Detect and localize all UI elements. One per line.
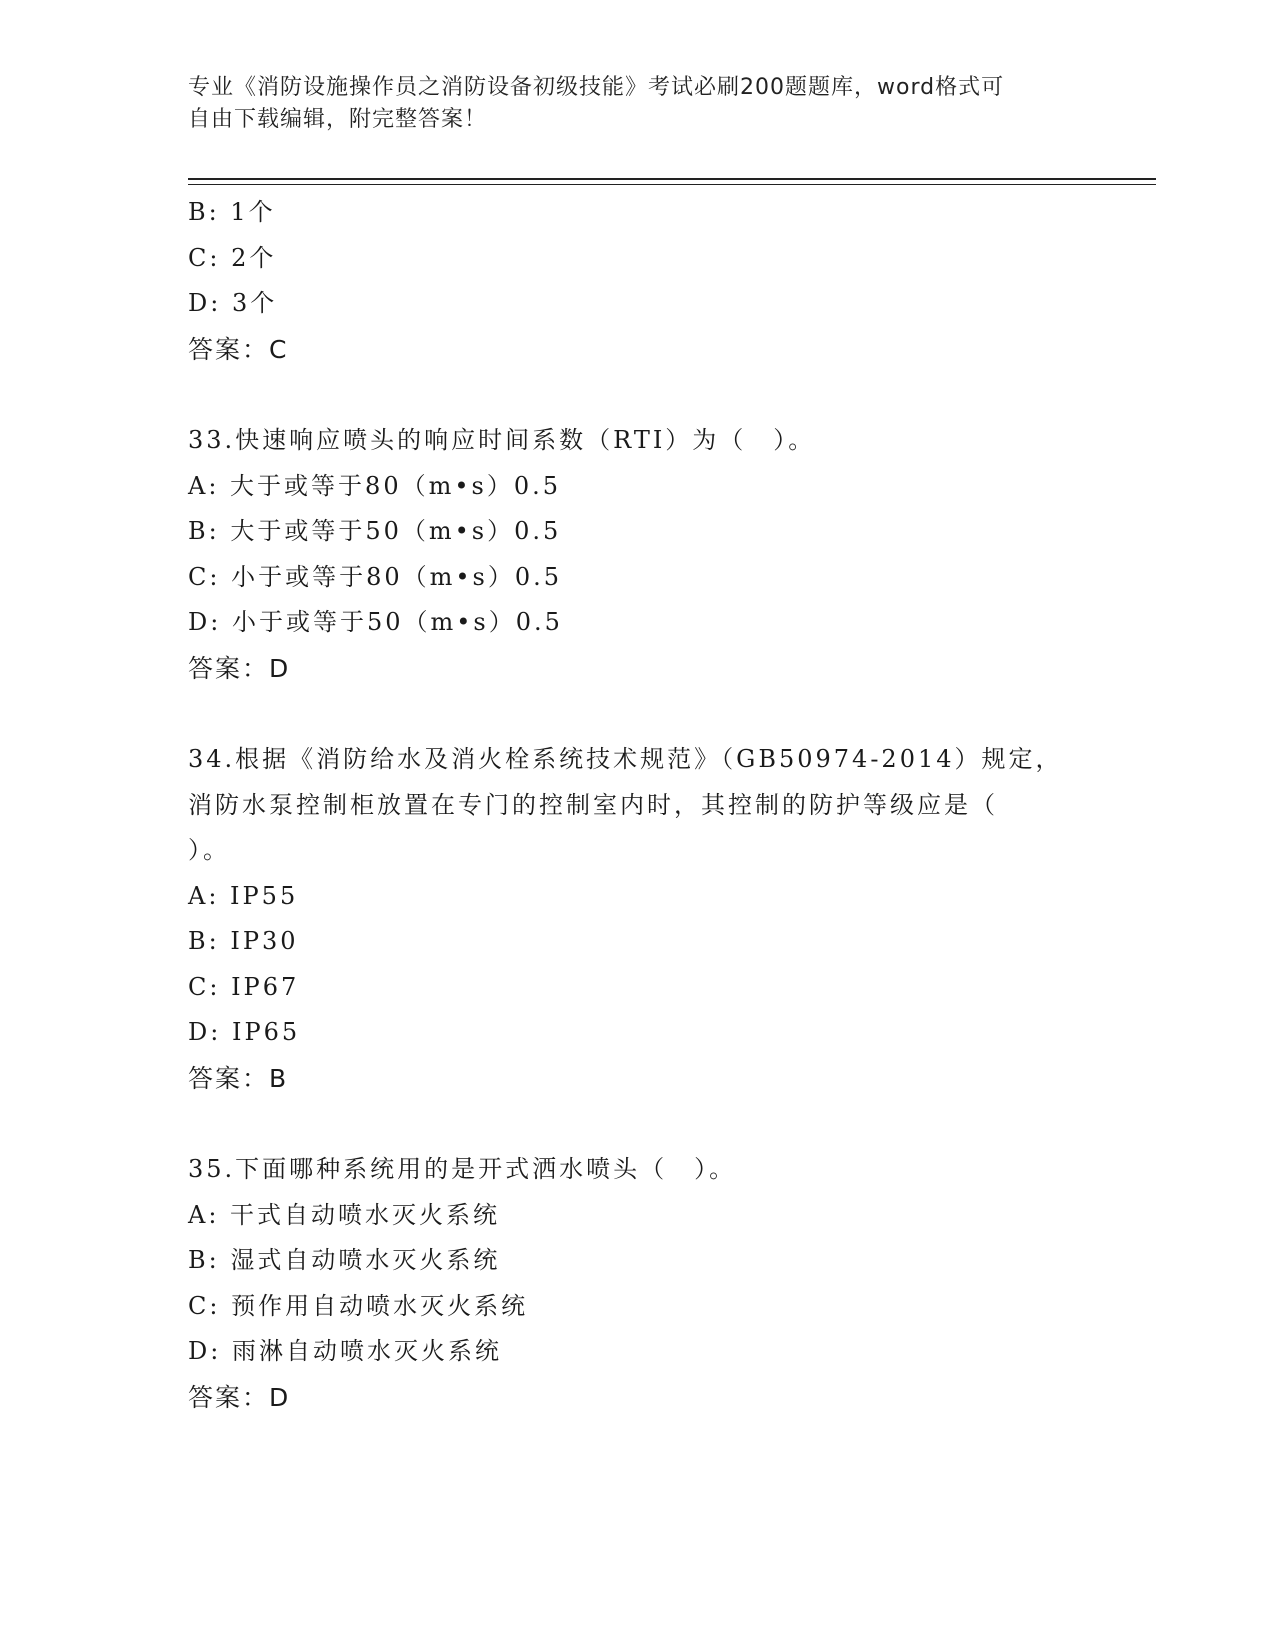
option-b: B: 大于或等于50（m•s）0.5 bbox=[188, 517, 562, 545]
spacer bbox=[188, 691, 1088, 737]
question-33 bbox=[188, 418, 1088, 691]
answer-line: 答案：D bbox=[188, 1382, 291, 1412]
option-b: B: 1个 bbox=[188, 198, 276, 226]
option-d: D: 3个 bbox=[188, 289, 278, 317]
question-stem-line-2: 消防水泵控制柜放置在专门的控制室内时，其控制的防护等级应是（ bbox=[188, 790, 998, 819]
question-list bbox=[188, 190, 1088, 1420]
option-d: D: 雨淋自动喷水灭火系统 bbox=[188, 1337, 502, 1365]
option-a: A: 大于或等于80（m•s）0.5 bbox=[188, 471, 561, 500]
question-stem-line-3: ）。 bbox=[188, 836, 230, 864]
question-stem: 33.快速响应喷头的响应时间系数（RTI）为（ ）。 bbox=[188, 426, 816, 454]
spacer bbox=[188, 1101, 1088, 1147]
question-stem-line-1: 34.根据《消防给水及消火栓系统技术规范》（GB50974-2014）规定， bbox=[188, 745, 1063, 773]
option-c: C: 小于或等于80（m•s）0.5 bbox=[188, 562, 563, 591]
header-title-line-1: 专业《消防设施操作员之消防设备初级技能》考试必刷200题题库，word格式可 bbox=[188, 75, 1005, 100]
question-35 bbox=[188, 1147, 1088, 1420]
option-b: B: 湿式自动喷水灭火系统 bbox=[188, 1246, 501, 1274]
option-d: D: IP65 bbox=[188, 1018, 301, 1046]
option-c: C: IP67 bbox=[188, 972, 300, 1001]
answer-line: 答案：D bbox=[188, 653, 291, 683]
header-divider-thin bbox=[188, 184, 1156, 185]
answer-line: 答案：C bbox=[188, 334, 289, 364]
question-32-tail bbox=[188, 190, 1088, 372]
question-stem: 35.下面哪种系统用的是开式洒水喷头（ ）。 bbox=[188, 1155, 737, 1183]
option-a: A: 干式自动喷水灭火系统 bbox=[188, 1200, 501, 1229]
question-34 bbox=[188, 737, 1088, 1101]
option-c: C: 2个 bbox=[188, 243, 277, 272]
answer-line: 答案：B bbox=[188, 1063, 289, 1093]
option-d: D: 小于或等于50（m•s）0.5 bbox=[188, 608, 563, 636]
option-a: A: IP55 bbox=[188, 881, 299, 910]
spacer bbox=[188, 372, 1088, 418]
document-header bbox=[188, 72, 1068, 136]
option-b: B: IP30 bbox=[188, 927, 299, 955]
header-title-line-2: 自由下载编辑，附完整答案！ bbox=[188, 107, 488, 132]
header-divider-thick bbox=[188, 178, 1156, 180]
option-c: C: 预作用自动喷水灭火系统 bbox=[188, 1291, 529, 1320]
